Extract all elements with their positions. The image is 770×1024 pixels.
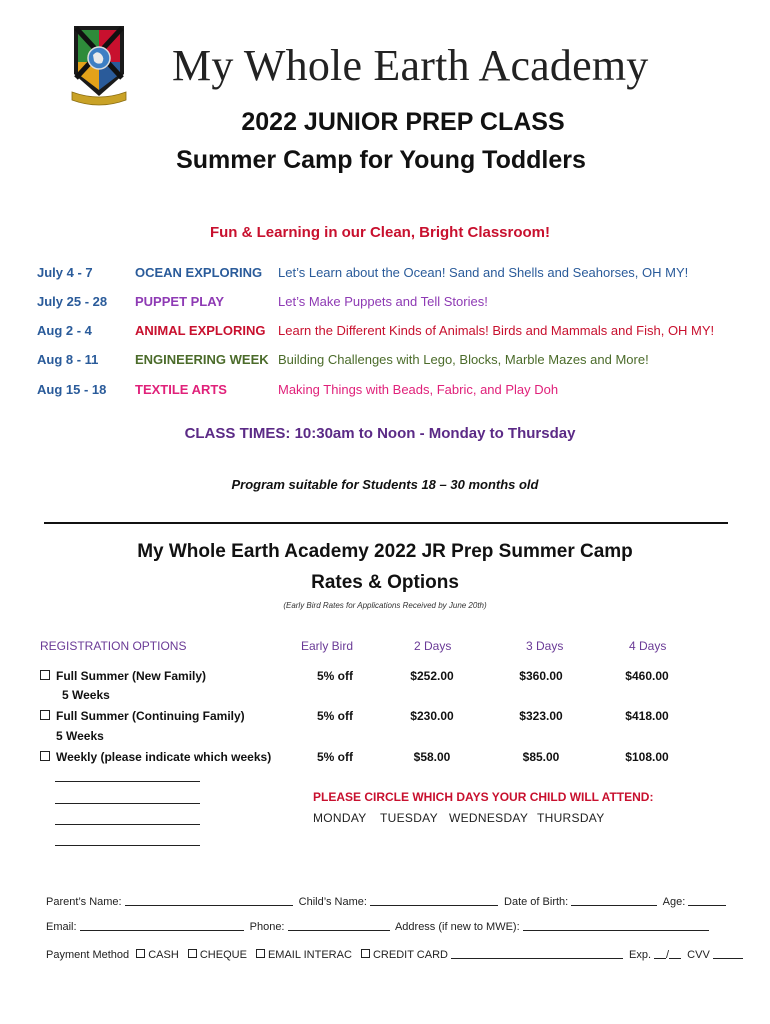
early-bird-value: 5% off — [317, 709, 353, 723]
schedule-theme: ENGINEERING WEEK — [135, 352, 269, 367]
cash-checkbox[interactable] — [136, 949, 145, 958]
child-name-label: Child’s Name: — [298, 896, 367, 908]
phone-field[interactable] — [288, 920, 390, 931]
form-row-contact — [46, 920, 712, 933]
price-2-days: $230.00 — [410, 709, 454, 723]
price-3-days: $323.00 — [519, 709, 563, 723]
week-entry-line[interactable] — [55, 824, 200, 825]
option-label: Full Summer (New Family) — [56, 669, 207, 683]
option-sub-label: 5 Weeks — [62, 688, 110, 702]
schedule-row — [0, 352, 770, 372]
phone-label: Phone: — [249, 921, 285, 933]
credit-card-number-field[interactable] — [451, 948, 623, 959]
cash-label: CASH — [148, 949, 179, 961]
payment-method-label: Payment Method — [46, 949, 130, 961]
day-wednesday[interactable]: WEDNESDAY — [449, 811, 529, 825]
schedule-dates: July 25 - 28 — [37, 294, 108, 309]
parent-name-label: Parent’s Name: — [46, 896, 122, 908]
option-full-summer-continuing[interactable] — [40, 709, 245, 723]
early-bird-value: 5% off — [317, 669, 353, 683]
address-field[interactable] — [523, 920, 709, 931]
day-monday[interactable]: MONDAY — [313, 811, 367, 825]
age-field[interactable] — [688, 895, 726, 906]
school-name-heading: My Whole Earth Academy — [172, 41, 649, 90]
day-thursday[interactable]: THURSDAY — [537, 811, 605, 825]
academy-crest-logo — [68, 22, 130, 108]
checkbox[interactable] — [40, 751, 50, 761]
schedule-description: Making Things with Beads, Fabric, and Play Doh — [278, 382, 559, 397]
program-subtitle: Summer Camp for Young Toddlers — [176, 146, 586, 174]
option-sub-label: 5 Weeks — [56, 729, 104, 743]
form-row-payment — [46, 948, 746, 961]
option-weekly[interactable] — [40, 750, 271, 764]
form-row-names — [46, 895, 729, 908]
exp-year-field[interactable] — [669, 948, 681, 959]
exp-separator: / — [666, 949, 670, 961]
schedule-theme: PUPPET PLAY — [135, 294, 225, 309]
exp-month-field[interactable] — [654, 948, 666, 959]
dob-label: Date of Birth: — [504, 896, 569, 908]
circle-days-instruction: PLEASE CIRCLE WHICH DAYS YOUR CHILD WILL ATTEND: — [313, 790, 654, 804]
week-entry-line[interactable] — [55, 781, 200, 782]
week-entry-line[interactable] — [55, 845, 200, 846]
credit-card-checkbox[interactable] — [361, 949, 370, 958]
price-2-days: $58.00 — [413, 750, 451, 764]
schedule-theme: OCEAN EXPLORING — [135, 265, 263, 280]
schedule-theme: TEXTILE ARTS — [135, 382, 227, 397]
schedule-dates: Aug 2 - 4 — [37, 323, 92, 338]
section-divider — [44, 522, 728, 524]
checkbox[interactable] — [40, 710, 50, 720]
header-early-bird: Early Bird — [301, 639, 354, 653]
schedule-dates: July 4 - 7 — [37, 265, 93, 280]
schedule-description: Learn the Different Kinds of Animals! Birds and Mammals and Fish, OH MY! — [278, 323, 715, 338]
price-2-days: $252.00 — [410, 669, 454, 683]
header-3-days: 3 Days — [526, 639, 564, 653]
rates-heading: My Whole Earth Academy 2022 JR Prep Summer Camp — [137, 541, 633, 562]
child-name-field[interactable] — [370, 895, 498, 906]
option-full-summer-new[interactable] — [40, 669, 206, 683]
schedule-dates: Aug 15 - 18 — [37, 382, 107, 397]
cvv-label: CVV — [687, 949, 710, 961]
schedule-description: Let’s Learn about the Ocean! Sand and Shells and Seahorses, OH MY! — [278, 265, 689, 280]
schedule-row — [0, 265, 770, 285]
program-title: 2022 JUNIOR PREP CLASS — [241, 108, 565, 136]
price-3-days: $85.00 — [522, 750, 560, 764]
cheque-label: CHEQUE — [199, 949, 247, 961]
option-label: Weekly (please indicate which weeks) — [56, 750, 272, 764]
dob-field[interactable] — [571, 895, 657, 906]
price-4-days: $108.00 — [625, 750, 669, 764]
schedule-description: Let’s Make Puppets and Tell Stories! — [278, 294, 488, 309]
schedule-description: Building Challenges with Lego, Blocks, Marble Mazes and More! — [278, 352, 649, 367]
address-label: Address (if new to MWE): — [394, 921, 520, 933]
class-times: CLASS TIMES: 10:30am to Noon - Monday to Thursday — [184, 425, 576, 442]
early-bird-note: (Early Bird Rates for Applications Received by June 20th) — [283, 601, 487, 610]
credit-card-label: CREDIT CARD — [372, 949, 448, 961]
header-2-days: 2 Days — [414, 639, 452, 653]
schedule-row — [0, 382, 770, 402]
interac-label: EMAIL INTERAC — [267, 949, 352, 961]
schedule-dates: Aug 8 - 11 — [37, 352, 99, 367]
day-tuesday[interactable]: TUESDAY — [380, 811, 438, 825]
price-4-days: $418.00 — [625, 709, 669, 723]
week-entry-line[interactable] — [55, 803, 200, 804]
schedule-theme: ANIMAL EXPLORING — [135, 323, 266, 338]
option-label: Full Summer (Continuing Family) — [56, 709, 245, 723]
rates-subheading: Rates & Options — [311, 572, 459, 593]
header-registration-options: REGISTRATION OPTIONS — [40, 639, 187, 653]
early-bird-value: 5% off — [317, 750, 353, 764]
interac-checkbox[interactable] — [256, 949, 265, 958]
price-4-days: $460.00 — [625, 669, 669, 683]
email-label: Email: — [46, 921, 77, 933]
age-label: Age: — [662, 896, 686, 908]
cvv-field[interactable] — [713, 948, 743, 959]
age-suitability-note: Program suitable for Students 18 – 30 months old — [231, 477, 539, 492]
email-field[interactable] — [80, 920, 244, 931]
checkbox[interactable] — [40, 670, 50, 680]
schedule-row — [0, 294, 770, 314]
header-4-days: 4 Days — [629, 639, 667, 653]
schedule-row — [0, 323, 770, 343]
price-3-days: $360.00 — [519, 669, 563, 683]
parent-name-field[interactable] — [125, 895, 293, 906]
exp-label: Exp. — [629, 949, 652, 961]
cheque-checkbox[interactable] — [188, 949, 197, 958]
tagline: Fun & Learning in our Clean, Bright Classroom! — [209, 224, 551, 241]
